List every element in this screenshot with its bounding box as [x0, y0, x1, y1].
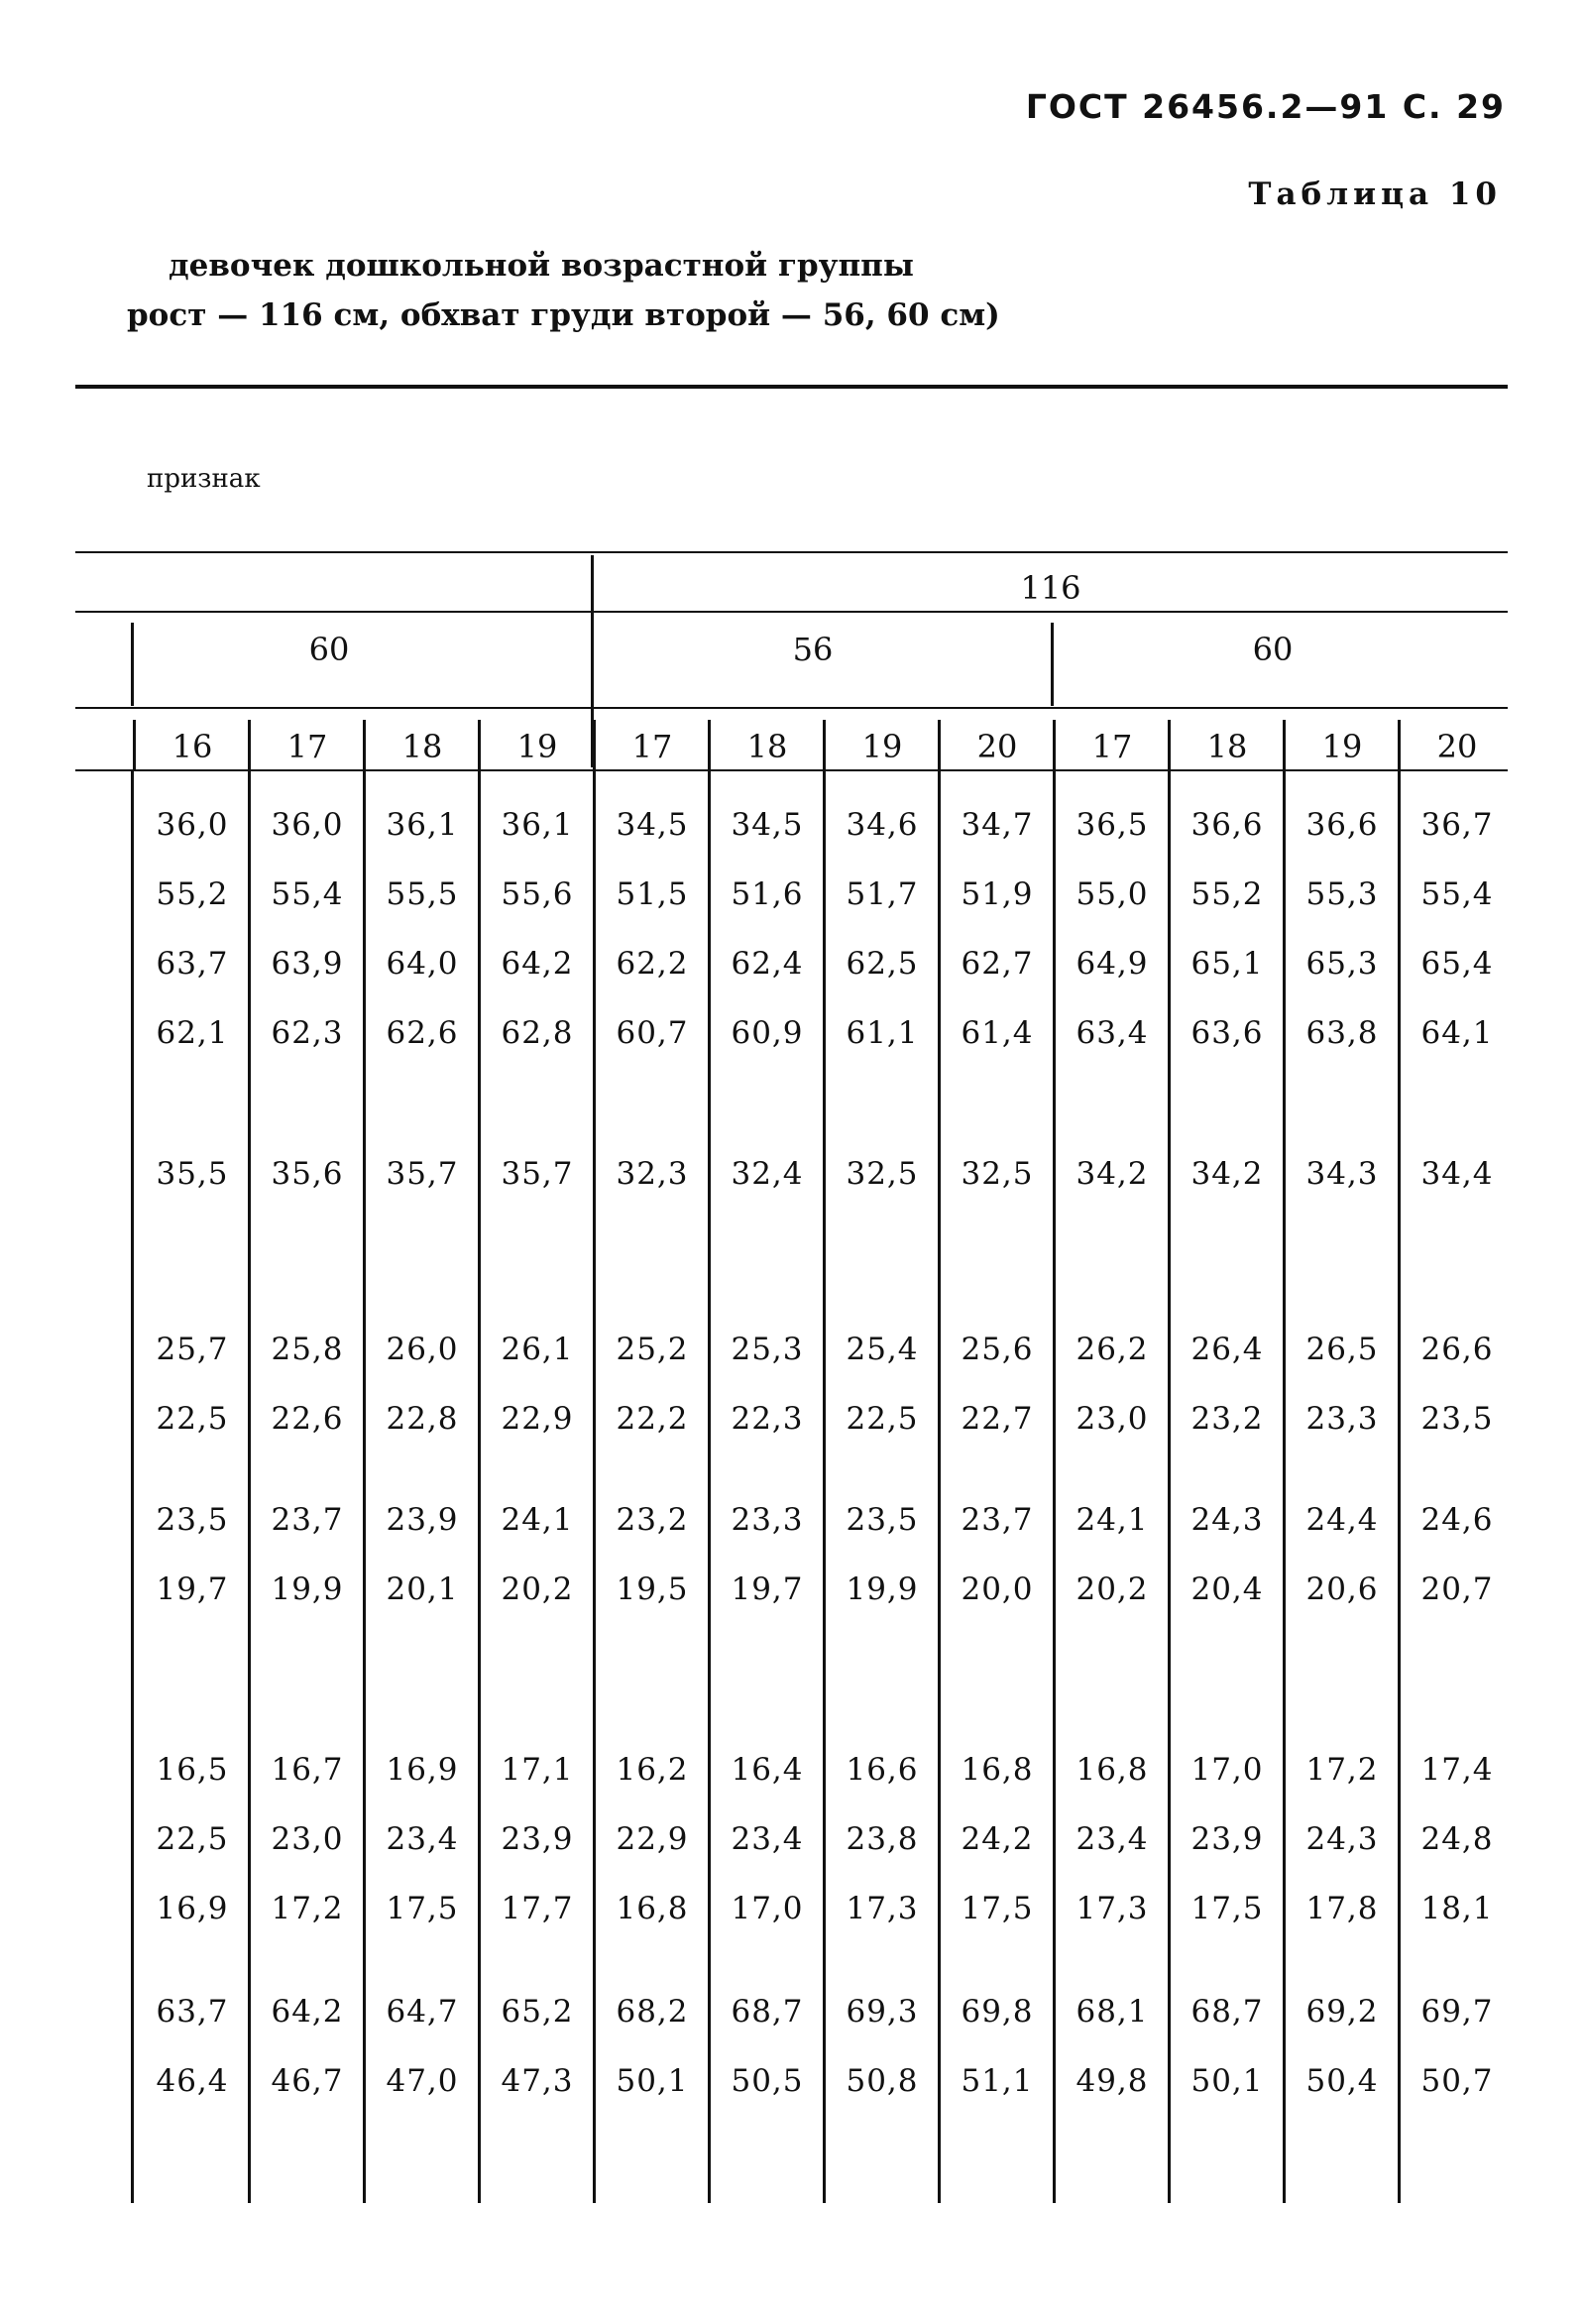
table-cell: 17,2 [271, 1891, 344, 1926]
subcolumn-header: 20 [1436, 728, 1478, 765]
table-cell: 63,4 [1076, 1015, 1149, 1051]
table-cell: 16,8 [616, 1891, 689, 1926]
table-cell: 36,1 [386, 807, 459, 843]
table-cell: 24,3 [1305, 1821, 1379, 1857]
subcolumn-header: 18 [746, 728, 788, 765]
table-cell: 26,2 [1076, 1332, 1149, 1367]
table-cell: 24,3 [1190, 1502, 1264, 1538]
subcolumn-header: 17 [286, 728, 328, 765]
column-divider [1053, 771, 1056, 2203]
table-cell: 24,1 [1076, 1502, 1149, 1538]
table-cell: 25,2 [616, 1332, 689, 1367]
table-cell: 46,4 [156, 2063, 229, 2099]
table-cell: 62,6 [386, 1015, 459, 1051]
table-cell: 36,1 [501, 807, 574, 843]
table-cell: 23,4 [1076, 1821, 1149, 1857]
table-cell: 16,2 [616, 1752, 689, 1788]
table-cell: 65,2 [501, 1994, 574, 2030]
chest-group-divider [131, 623, 134, 706]
table-cell: 25,7 [156, 1332, 229, 1367]
table-cell: 17,0 [731, 1891, 804, 1926]
table-cell: 62,2 [616, 946, 689, 982]
table-cell: 64,9 [1076, 946, 1149, 982]
table-cell: 69,3 [846, 1994, 919, 2030]
table-cell: 17,0 [1190, 1752, 1264, 1788]
chest-group-divider [1051, 623, 1054, 706]
table-cell: 25,3 [731, 1332, 804, 1367]
table-cell: 64,1 [1420, 1015, 1494, 1051]
subcolumn-header: 19 [516, 728, 558, 765]
table-cell: 34,5 [731, 807, 804, 843]
table-cell: 24,1 [501, 1502, 574, 1538]
column-divider [248, 771, 251, 2203]
table-cell: 68,1 [1076, 1994, 1149, 2030]
title-rule [75, 385, 1508, 389]
table-cell: 50,4 [1305, 2063, 1379, 2099]
table-cell: 36,7 [1420, 807, 1494, 843]
table-cell: 51,6 [731, 876, 804, 912]
table-cell: 64,2 [271, 1994, 344, 2030]
table-cell: 16,8 [961, 1752, 1034, 1788]
table-cell: 23,5 [846, 1502, 919, 1538]
document-header-ref: ГОСТ 26456.2—91 С. 29 [1025, 87, 1506, 126]
table-cell: 22,7 [961, 1401, 1034, 1437]
table-cell: 25,6 [961, 1332, 1034, 1367]
table-label: Таблица 10 [1248, 176, 1502, 212]
table-cell: 19,7 [156, 1571, 229, 1607]
table-cell: 24,4 [1305, 1502, 1379, 1538]
chest-group-header: 60 [1252, 631, 1294, 668]
table-cell: 23,0 [1076, 1401, 1149, 1437]
table-cell: 35,6 [271, 1156, 344, 1192]
table-cell: 19,9 [271, 1571, 344, 1607]
table-cell: 34,3 [1305, 1156, 1379, 1192]
table-cell: 23,3 [731, 1502, 804, 1538]
table-cell: 35,5 [156, 1156, 229, 1192]
table-cell: 36,5 [1076, 807, 1149, 843]
table-cell: 17,7 [501, 1891, 574, 1926]
table-cell: 55,0 [1076, 876, 1149, 912]
table-cell: 20,1 [386, 1571, 459, 1607]
table-cell: 46,7 [271, 2063, 344, 2099]
table-cell: 69,2 [1305, 1994, 1379, 2030]
table-cell: 20,7 [1420, 1571, 1494, 1607]
table-cell: 35,7 [501, 1156, 574, 1192]
table-cell: 23,5 [156, 1502, 229, 1538]
table-cell: 25,8 [271, 1332, 344, 1367]
table-cell: 55,2 [1190, 876, 1264, 912]
table-cell: 16,5 [156, 1752, 229, 1788]
table-title-line-1: девочек дошкольной возрастной группы [169, 248, 914, 284]
table-cell: 55,2 [156, 876, 229, 912]
table-cell: 17,8 [1305, 1891, 1379, 1926]
subcolumn-header: 19 [1321, 728, 1363, 765]
chest-header-rule [75, 707, 1508, 709]
table-cell: 23,2 [1190, 1401, 1264, 1437]
column-divider [1168, 771, 1171, 2203]
table-cell: 64,0 [386, 946, 459, 982]
table-cell: 50,7 [1420, 2063, 1494, 2099]
table-cell: 16,7 [271, 1752, 344, 1788]
height-header: 116 [1020, 569, 1081, 607]
column-divider [1398, 771, 1401, 2203]
column-divider [708, 771, 711, 2203]
table-cell: 63,7 [156, 946, 229, 982]
chest-group-header: 60 [308, 631, 350, 668]
column-divider [363, 771, 366, 2203]
table-cell: 65,3 [1305, 946, 1379, 982]
table-cell: 55,4 [1420, 876, 1494, 912]
table-cell: 26,6 [1420, 1332, 1494, 1367]
table-cell: 34,7 [961, 807, 1034, 843]
subcolumn-header-rule [75, 769, 1508, 771]
table-cell: 16,8 [1076, 1752, 1149, 1788]
table-cell: 47,0 [386, 2063, 459, 2099]
table-cell: 23,7 [961, 1502, 1034, 1538]
table-cell: 55,5 [386, 876, 459, 912]
table-cell: 34,2 [1076, 1156, 1149, 1192]
table-cell: 49,8 [1076, 2063, 1149, 2099]
table-cell: 63,7 [156, 1994, 229, 2030]
table-cell: 16,4 [731, 1752, 804, 1788]
table-cell: 51,9 [961, 876, 1034, 912]
column-divider [478, 771, 481, 2203]
table-cell: 19,9 [846, 1571, 919, 1607]
table-cell: 22,2 [616, 1401, 689, 1437]
table-cell: 23,4 [731, 1821, 804, 1857]
table-cell: 16,6 [846, 1752, 919, 1788]
table-cell: 64,7 [386, 1994, 459, 2030]
table-cell: 55,4 [271, 876, 344, 912]
chest-group-header: 56 [792, 631, 834, 668]
table-cell: 17,1 [501, 1752, 574, 1788]
column-divider [823, 771, 826, 2203]
table-cell: 62,5 [846, 946, 919, 982]
table-cell: 24,8 [1420, 1821, 1494, 1857]
row-label-header: признак [147, 464, 261, 494]
table-cell: 34,2 [1190, 1156, 1264, 1192]
table-cell: 32,5 [961, 1156, 1034, 1192]
table-cell: 20,0 [961, 1571, 1034, 1607]
table-cell: 16,9 [156, 1891, 229, 1926]
table-cell: 22,9 [616, 1821, 689, 1857]
table-cell: 32,5 [846, 1156, 919, 1192]
table-cell: 23,8 [846, 1821, 919, 1857]
table-cell: 63,9 [271, 946, 344, 982]
table-cell: 55,3 [1305, 876, 1379, 912]
table-cell: 65,1 [1190, 946, 1264, 982]
table-cell: 65,4 [1420, 946, 1494, 982]
table-cell: 34,4 [1420, 1156, 1494, 1192]
table-cell: 26,4 [1190, 1332, 1264, 1367]
table-cell: 24,2 [961, 1821, 1034, 1857]
table-cell: 63,6 [1190, 1015, 1264, 1051]
subcolumn-header: 17 [631, 728, 673, 765]
table-cell: 50,5 [731, 2063, 804, 2099]
table-cell: 63,8 [1305, 1015, 1379, 1051]
table-cell: 23,4 [386, 1821, 459, 1857]
table-cell: 36,6 [1305, 807, 1379, 843]
table-cell: 60,7 [616, 1015, 689, 1051]
table-cell: 16,9 [386, 1752, 459, 1788]
table-cell: 20,6 [1305, 1571, 1379, 1607]
height-header-rule [75, 611, 1508, 613]
table-cell: 36,0 [156, 807, 229, 843]
table-cell: 22,6 [271, 1401, 344, 1437]
table-cell: 17,3 [846, 1891, 919, 1926]
subcolumn-header: 18 [1206, 728, 1248, 765]
table-cell: 34,6 [846, 807, 919, 843]
table-cell: 17,5 [1190, 1891, 1264, 1926]
table-cell: 51,1 [961, 2063, 1034, 2099]
subcolumn-header: 16 [171, 728, 213, 765]
table-cell: 25,4 [846, 1332, 919, 1367]
table-cell: 19,7 [731, 1571, 804, 1607]
table-cell: 23,9 [386, 1502, 459, 1538]
table-cell: 24,6 [1420, 1502, 1494, 1538]
table-cell: 32,3 [616, 1156, 689, 1192]
table-cell: 60,9 [731, 1015, 804, 1051]
table-cell: 22,5 [156, 1821, 229, 1857]
table-cell: 17,5 [386, 1891, 459, 1926]
table-cell: 47,3 [501, 2063, 574, 2099]
table-cell: 69,7 [1420, 1994, 1494, 2030]
table-cell: 23,5 [1420, 1401, 1494, 1437]
table-cell: 55,6 [501, 876, 574, 912]
table-cell: 50,1 [1190, 2063, 1264, 2099]
table-cell: 22,3 [731, 1401, 804, 1437]
table-cell: 23,9 [501, 1821, 574, 1857]
table-cell: 17,5 [961, 1891, 1034, 1926]
table-cell: 19,5 [616, 1571, 689, 1607]
table-cell: 36,6 [1190, 807, 1264, 843]
table-cell: 62,1 [156, 1015, 229, 1051]
table-cell: 22,5 [156, 1401, 229, 1437]
table-cell: 34,5 [616, 807, 689, 843]
table-cell: 69,8 [961, 1994, 1034, 2030]
subcolumn-header: 20 [976, 728, 1018, 765]
column-divider [1283, 771, 1286, 2203]
table-cell: 68,7 [1190, 1994, 1264, 2030]
table-cell: 50,1 [616, 2063, 689, 2099]
table-cell: 36,0 [271, 807, 344, 843]
table-cell: 23,7 [271, 1502, 344, 1538]
table-cell: 23,3 [1305, 1401, 1379, 1437]
table-cell: 26,0 [386, 1332, 459, 1367]
table-cell: 17,4 [1420, 1752, 1494, 1788]
table-cell: 18,1 [1420, 1891, 1494, 1926]
table-cell: 51,5 [616, 876, 689, 912]
table-cell: 23,2 [616, 1502, 689, 1538]
table-cell: 51,7 [846, 876, 919, 912]
subcolumn-header: 18 [401, 728, 443, 765]
table-cell: 23,9 [1190, 1821, 1264, 1857]
table-top-rule [75, 551, 1508, 553]
table-cell: 17,3 [1076, 1891, 1149, 1926]
subcolumn-header: 19 [861, 728, 903, 765]
table-cell: 20,2 [501, 1571, 574, 1607]
table-cell: 22,9 [501, 1401, 574, 1437]
table-cell: 35,7 [386, 1156, 459, 1192]
table-cell: 26,5 [1305, 1332, 1379, 1367]
table-left-border [131, 771, 134, 2203]
table-cell: 20,2 [1076, 1571, 1149, 1607]
table-cell: 61,1 [846, 1015, 919, 1051]
table-cell: 26,1 [501, 1332, 574, 1367]
table-cell: 68,2 [616, 1994, 689, 2030]
table-cell: 50,8 [846, 2063, 919, 2099]
table-cell: 17,2 [1305, 1752, 1379, 1788]
table-cell: 22,5 [846, 1401, 919, 1437]
column-divider [938, 771, 941, 2203]
table-cell: 62,7 [961, 946, 1034, 982]
table-cell: 62,4 [731, 946, 804, 982]
table-cell: 32,4 [731, 1156, 804, 1192]
table-cell: 61,4 [961, 1015, 1034, 1051]
table-title-line-2: рост — 116 см, обхват груди второй — 56, 60 см) [127, 297, 1000, 333]
table-cell: 20,4 [1190, 1571, 1264, 1607]
table-cell: 23,0 [271, 1821, 344, 1857]
column-divider [593, 771, 596, 2203]
table-cell: 68,7 [731, 1994, 804, 2030]
table-cell: 64,2 [501, 946, 574, 982]
subcolumn-header: 17 [1091, 728, 1133, 765]
table-cell: 22,8 [386, 1401, 459, 1437]
table-cell: 62,8 [501, 1015, 574, 1051]
table-cell: 62,3 [271, 1015, 344, 1051]
